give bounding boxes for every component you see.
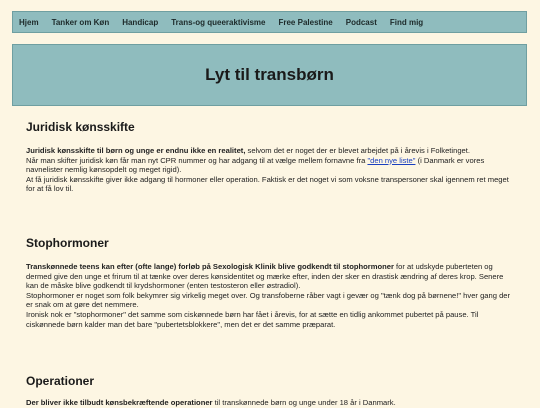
paragraph-text: til transkønnede børn og unge under 18 år i Danmark. — [212, 398, 396, 407]
bold-lead: Der bliver ikke tilbudt kønsbekræftende operationer — [26, 398, 213, 407]
nav-item-find-mig[interactable]: Find mig — [389, 17, 424, 27]
paragraph-text: Når man skifter juridisk køn får man nyt CPR nummer og har adgang til at vælge mellem fornavne fra — [26, 155, 368, 165]
section-title-operationer: Operationer — [26, 374, 95, 388]
nav-item-podcast[interactable]: Podcast — [345, 17, 377, 27]
paragraph: Stophormoner er noget som folk bekymrer sig virkelig meget over. Og transfoberne råber vagt i gevær og "tænk dog på børnene!" hver gang der er snak om at gøre det nemmere. — [26, 290, 511, 310]
paragraph-text: for at udskyde puberteten og dermed give den unge et frirum til at tænke over deres kønsidentitet og mærke efter, inden der sker en drastisk ændring af deres krop. Senere kan de måske blive godkendt til krydshormoner (enten testosteron eller østradiol). — [26, 262, 504, 291]
nav-item-free-palestine[interactable]: Free Palestine — [278, 17, 333, 27]
page-title: Lyt til transbørn — [205, 65, 334, 84]
section-body-juridisk-koensskifte — [26, 146, 516, 194]
paragraph-text: (i Danmark er vores navnelister nemlig kønsopdelt og meget rigid). — [26, 155, 485, 175]
hero-banner — [12, 44, 527, 106]
den-nye-liste-link[interactable]: "den nye liste" — [367, 155, 416, 165]
paragraph — [26, 398, 516, 408]
paragraph-text: selvom det er noget der er blevet arbejdet på i årevis i Folketinget. — [245, 146, 470, 155]
nav-item-hjem[interactable]: Hjem — [19, 17, 39, 27]
paragraph: At få juridisk kønsskifte giver ikke adgang til hormoner eller operation. Faktisk er det noget vi som voksne transpersoner skal igennem ret meget for at få lov til. — [26, 174, 509, 194]
nav-item-trans-og-queeraktivisme[interactable]: Trans-og queeraktivisme — [171, 17, 266, 27]
paragraph — [26, 262, 516, 291]
nav-item-handicap[interactable]: Handicap — [122, 17, 159, 27]
section-title-stophormoner: Stophormoner — [26, 236, 109, 250]
bold-lead: Juridisk kønsskifte til børn og unge er endnu ikke en realitet, — [26, 146, 246, 155]
paragraph — [26, 156, 516, 175]
top-navigation — [12, 11, 527, 33]
nav-item-tanker-om-koen[interactable]: Tanker om Køn — [51, 17, 110, 27]
paragraph — [26, 146, 516, 156]
section-body-stophormoner — [26, 262, 516, 329]
paragraph: Ironisk nok er "stophormoner" det samme som ciskønnede børn har fået i årevis, for at sætte en tidlig ankommet pubertet på pause. Til ciskønnede børn kalder man det bare "pubertetsblokkere", men det er det samme præparat. — [26, 309, 479, 329]
section-body-operationer — [26, 398, 516, 408]
section-title-juridisk-koensskifte: Juridisk kønsskifte — [26, 120, 135, 134]
bold-lead: Transkønnede teens kan efter (ofte lange) forløb på Sexologisk Klinik blive godkendt til stophormoner — [26, 262, 394, 271]
